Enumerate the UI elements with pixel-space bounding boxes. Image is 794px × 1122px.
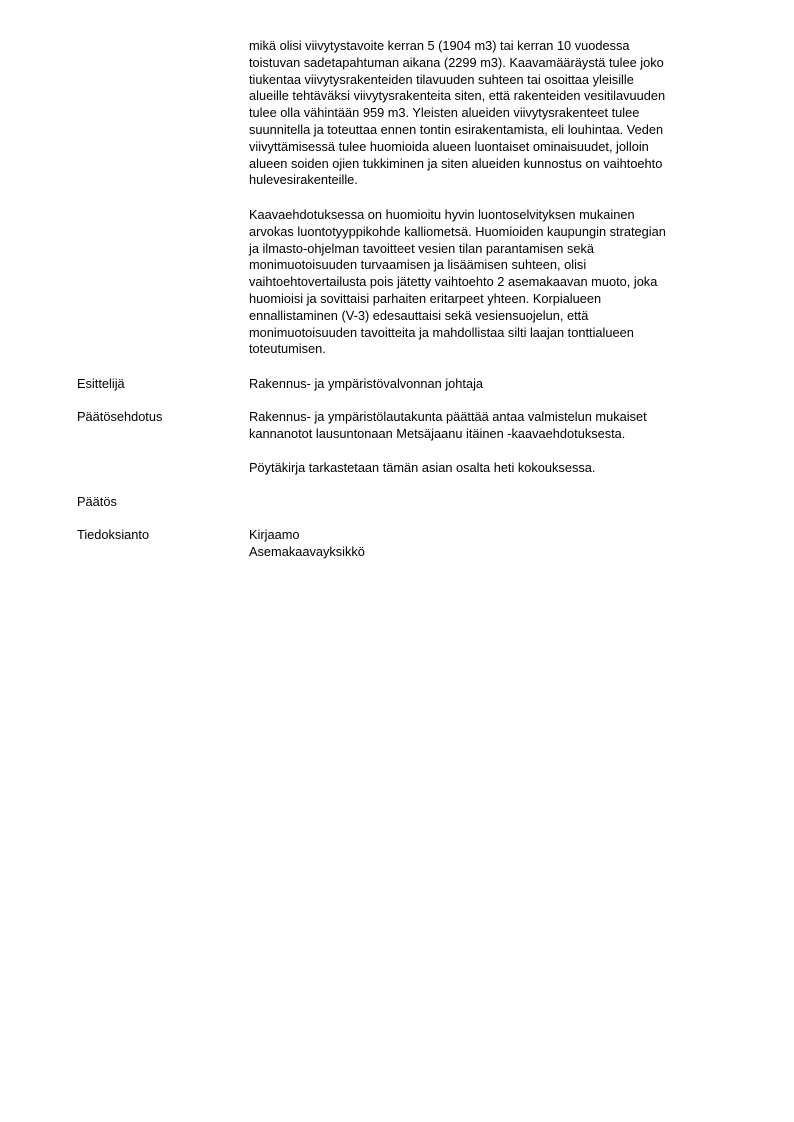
paragraph-line: toistuvan sadetapahtuman aikana (2299 m3). Kaavamääräystä tulee joko: [249, 54, 664, 70]
paragraph-line: alueen soiden ojien tukkiminen ja siten alueiden kunnostus on vaihtoehto: [249, 155, 663, 171]
value-line: Kirjaamo: [249, 527, 300, 542]
paragraph-line: suunnitella ja toteuttaa ennen tontin esirakentamista, eli louhintaa. Veden: [249, 121, 664, 137]
paragraph-line: alueille tehtäväksi viivytysrakenteita siten, että rakenteiden vesitilavuuden: [249, 88, 666, 104]
value-line: Asemakaavayksikkö: [249, 543, 365, 559]
field-label: Tiedoksianto: [77, 527, 150, 542]
paragraph-line: Kaavaehdotuksessa on huomioitu hyvin luontoselvityksen mukainen: [249, 207, 635, 222]
paragraph-line: huomioisi ja sovittaisi parhaiten eritarpeet yhteen. Korpialueen: [249, 290, 602, 306]
paragraph-line: tulee olla vähintään 959 m3. Yleisten alueiden viivytysrakenteet tulee: [249, 105, 640, 121]
value-line: Rakennus- ja ympäristölautakunta päättää antaa valmistelun mukaiset: [249, 409, 647, 424]
paragraph-line: ja ilmasto-ohjelman tavoitteet vesien tilan parantamisen sekä: [249, 240, 594, 256]
paragraph-line: vaihtoehtovertailusta pois jätetty vaihtoehto 2 asemakaavan muoto, joka: [249, 274, 658, 290]
paragraph-line: mikä olisi viivytystavoite kerran 5 (1904 m3) tai kerran 10 vuodessa: [249, 38, 630, 53]
value-line: kannanotot lausuntonaan Metsäjaanu itäinen -kaavaehdotuksesta.: [249, 425, 626, 441]
paragraph-line: tiukentaa viivytysrakenteiden tilavuuden suhteen tai osoittaa yleisille: [249, 71, 634, 87]
paragraph-line: arvokas luontotyyppikohde kalliometsä. Huomioiden kaupungin strategian: [249, 223, 666, 239]
body-paragraph-2: [249, 207, 739, 358]
field-label: Päätösehdotus: [77, 409, 163, 424]
paragraph-line: hulevesirakenteille.: [249, 172, 358, 188]
paragraph-line: ennallistaminen (V-3) edesauttaisi sekä vesiensuojelun, että: [249, 307, 589, 323]
body-paragraph-1: [249, 38, 739, 189]
field-value: Rakennus- ja ympäristövalvonnan johtaja: [249, 376, 484, 391]
field-value: [249, 409, 647, 443]
paragraph-line: viivyttämisessä tulee huomioida alueen luontaiset ominaisuudet, jolloin: [249, 138, 649, 154]
paragraph-line: monimuotoisuuden turvaamisen ja lisäämisen suhteen, olisi: [249, 257, 587, 273]
paragraph-line: monimuotoisuuden tavoitteita ja mahdollistaa silti laajan tonttialueen: [249, 324, 634, 340]
paragraph-line: toteutumisen.: [249, 341, 326, 357]
proposal-note: Pöytäkirja tarkastetaan tämän asian osalta heti kokouksessa.: [249, 460, 596, 475]
field-value: [249, 527, 365, 561]
field-label: Esittelijä: [77, 376, 125, 391]
field-label: Päätös: [77, 494, 117, 509]
